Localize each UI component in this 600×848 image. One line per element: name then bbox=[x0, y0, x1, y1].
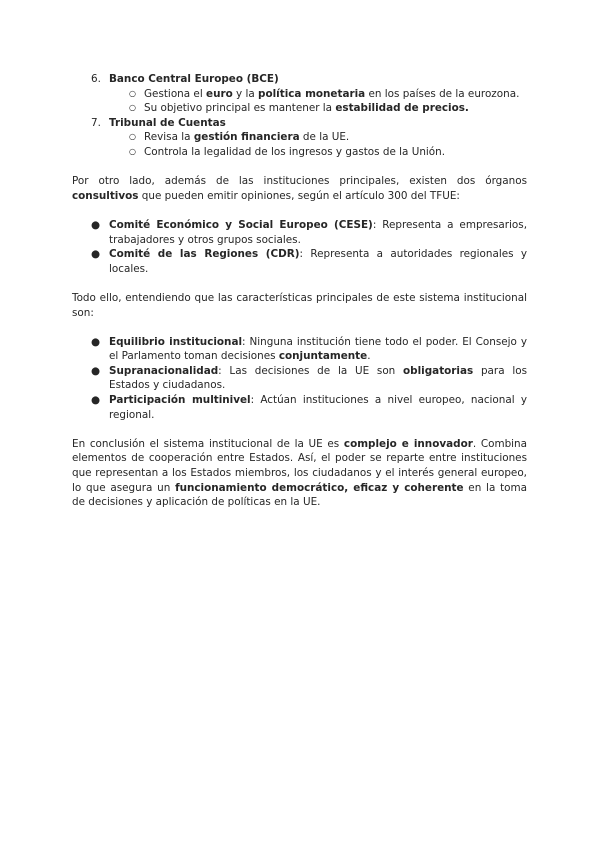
numbered-item bbox=[72, 72, 527, 87]
bold-run: complejo e innovador bbox=[343, 437, 473, 450]
item-title: Tribunal de Cuentas bbox=[109, 116, 226, 129]
text-run: de la UE. bbox=[299, 131, 350, 144]
text-run: Gestiona el bbox=[144, 87, 207, 100]
numbered-list bbox=[72, 72, 527, 160]
text-run: En conclusión el sistema institucional de la UE es bbox=[72, 437, 344, 450]
text-run: que pueden emitir opiniones, según el artículo 300 del TFUE: bbox=[138, 189, 460, 202]
circle-bullet-icon: ○ bbox=[129, 132, 136, 142]
bullet-text bbox=[109, 365, 527, 392]
bullet-list-organos bbox=[72, 218, 527, 276]
bullet-text bbox=[109, 336, 527, 363]
bold-run: funcionamiento democrático, eficaz y coherente bbox=[175, 481, 464, 494]
bullet-item bbox=[72, 364, 527, 393]
text-run: : Representa a empresarios, trabajadores y otros grupos sociales. bbox=[109, 218, 527, 246]
bullet-text bbox=[109, 219, 527, 246]
item-number: 6. bbox=[91, 73, 101, 85]
text-run: para los Estados y ciudadanos. bbox=[109, 364, 527, 392]
text-run: Por otro lado, además de las instituciones principales, existen dos órganos bbox=[72, 175, 527, 188]
item-number: 7. bbox=[91, 116, 101, 129]
bold-run: Comité Económico y Social Europeo (CESE) bbox=[109, 218, 373, 231]
text-run: . Combina elementos de cooperación entre Estados. Así, el poder se reparte entre instituciones que representan a los Estados miembros, los ciudadanos y el interés general europeo, lo que asegura un bbox=[72, 437, 528, 494]
bullet-item bbox=[72, 393, 527, 422]
sub-text bbox=[144, 146, 445, 158]
text-run: Revisa la bbox=[144, 131, 194, 144]
item-title: Banco Central Europeo (BCE) bbox=[109, 73, 279, 85]
bold-run: conjuntamente bbox=[278, 350, 368, 363]
text-run: Su objetivo principal es mantener la bbox=[144, 102, 336, 115]
bullet-item bbox=[72, 335, 527, 364]
document-content bbox=[72, 72, 527, 510]
bullet-item bbox=[72, 247, 527, 276]
bold-run: obligatorias bbox=[403, 364, 474, 377]
numbered-item bbox=[72, 116, 527, 131]
text-run: en la toma de decisiones y aplicación de políticas en la UE. bbox=[72, 481, 527, 509]
sub-item bbox=[72, 130, 527, 145]
bullet-icon: ● bbox=[91, 335, 101, 348]
text-run: : Actúan instituciones a nivel europeo, nacional y regional. bbox=[109, 394, 527, 421]
sub-text bbox=[144, 131, 349, 143]
circle-bullet-icon: ○ bbox=[129, 146, 136, 156]
sub-text bbox=[144, 88, 519, 100]
sub-text bbox=[144, 102, 469, 114]
bold-run: Participación multinivel bbox=[109, 394, 251, 407]
bullet-text bbox=[109, 248, 527, 275]
sub-item bbox=[72, 87, 527, 102]
paragraph-conclusion bbox=[72, 437, 527, 510]
bold-run: Equilibrio institucional bbox=[109, 335, 243, 348]
bold-run: Comité de las Regiones (CDR) bbox=[109, 248, 300, 261]
sub-item bbox=[72, 101, 527, 116]
bold-run: euro bbox=[206, 87, 233, 100]
text-run: : Ninguna institución tiene todo el poder. El Consejo y el Parlamento toman decisiones bbox=[109, 335, 527, 363]
paragraph-consultivos bbox=[72, 174, 527, 203]
text-run: Todo ello, entendiendo que las características principales de este sistema institucional son: bbox=[72, 291, 527, 319]
circle-bullet-icon: ○ bbox=[129, 88, 136, 98]
circle-bullet-icon: ○ bbox=[129, 103, 136, 113]
bold-run: estabilidad de precios. bbox=[335, 102, 469, 115]
text-run: : Las decisiones de la UE son bbox=[218, 364, 404, 377]
bullet-icon: ● bbox=[91, 364, 101, 377]
bold-run: gestión financiera bbox=[193, 131, 300, 144]
text-run: . bbox=[367, 350, 371, 363]
bold-run: Supranacionalidad bbox=[109, 364, 219, 377]
text-run: Controla la legalidad de los ingresos y gastos de la Unión. bbox=[144, 145, 446, 158]
bullet-item bbox=[72, 218, 527, 247]
bullet-icon: ● bbox=[91, 248, 101, 261]
bold-run: consultivos bbox=[72, 189, 139, 202]
bullet-list-caracteristicas bbox=[72, 335, 527, 423]
paragraph-caracteristicas bbox=[72, 291, 527, 320]
text-run: y la bbox=[232, 87, 259, 100]
bullet-icon: ● bbox=[91, 218, 101, 231]
bullet-icon: ● bbox=[91, 394, 101, 407]
bold-run: política monetaria bbox=[258, 87, 366, 100]
sub-item bbox=[72, 145, 527, 160]
text-run: : Representa a autoridades regionales y locales. bbox=[109, 248, 527, 275]
text-run: en los países de la eurozona. bbox=[365, 87, 520, 100]
bullet-text bbox=[109, 394, 527, 421]
